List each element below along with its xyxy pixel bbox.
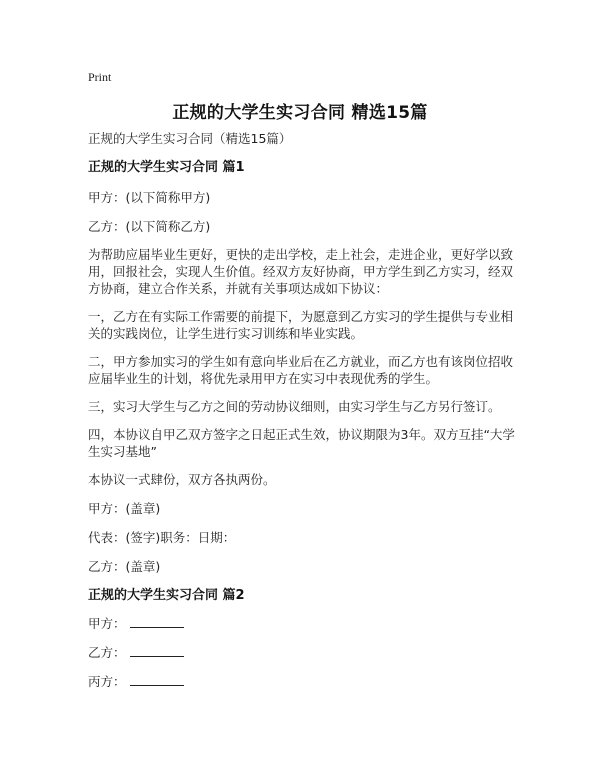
section1-clause-2: 二，甲方参加实习的学生如有意向毕业后在乙方就业，而乙方也有该岗位招收应届毕业生的计划，将优先录用甲方在实习中表现优秀的学生。 [88,354,514,386]
section2-party-c-row [88,673,516,690]
section2-party-b-row [88,644,516,661]
section1-heading: 正规的大学生实习合同 篇1 [88,160,245,175]
section1-clause-1: 一，乙方在有实际工作需要的前提下，为愿意到乙方实习的学生提供与专业相关的实践岗位，让学生进行实习训练和毕业实践。 [88,309,514,341]
section1-sign-party-a: 甲方：(盖章) [88,501,161,516]
section2-party-a-row [88,615,516,632]
section2-party-b-blank [130,644,184,657]
document-title: 正规的大学生实习合同 精选15篇 [172,103,428,123]
section2-party-b-label: 乙方： [88,645,126,660]
section2-party-a-blank [130,615,184,628]
section2-party-c-label: 丙方： [88,674,126,689]
section1-clause-3: 三，实习大学生与乙方之间的劳动协议细则，由实习学生与乙方另行签订。 [88,399,501,414]
section1-party-a: 甲方：(以下简称甲方) [88,190,211,205]
section1-intro: 为帮助应届毕业生更好，更快的走出学校，走上社会，走进企业，更好学以致用，回报社会，实现人生价值。经双方友好协商，甲方学生到乙方实习，经双方协商，建立合作关系，并就有关事项达成如下协议： [88,247,514,296]
section1-party-b: 乙方：(以下简称乙方) [88,219,211,234]
section2-party-c-blank [130,673,184,686]
section2-heading: 正规的大学生实习合同 篇2 [88,588,245,603]
section2-party-a-label: 甲方： [88,616,126,631]
section1-copies: 本协议一式肆份，双方各执两份。 [88,472,276,487]
section1-sign-party-b: 乙方：(盖章) [88,559,161,574]
document-subtitle: 正规的大学生实习合同（精选15篇） [88,131,292,146]
section1-clause-4: 四，本协议自甲乙双方签字之日起正式生效，协议期限为3年。双方互挂“大学生实习基地” [88,427,515,459]
section1-sign-representative: 代表：(签字)职务：日期： [88,530,236,545]
print-label: Print [88,70,112,84]
document-body [88,130,516,690]
